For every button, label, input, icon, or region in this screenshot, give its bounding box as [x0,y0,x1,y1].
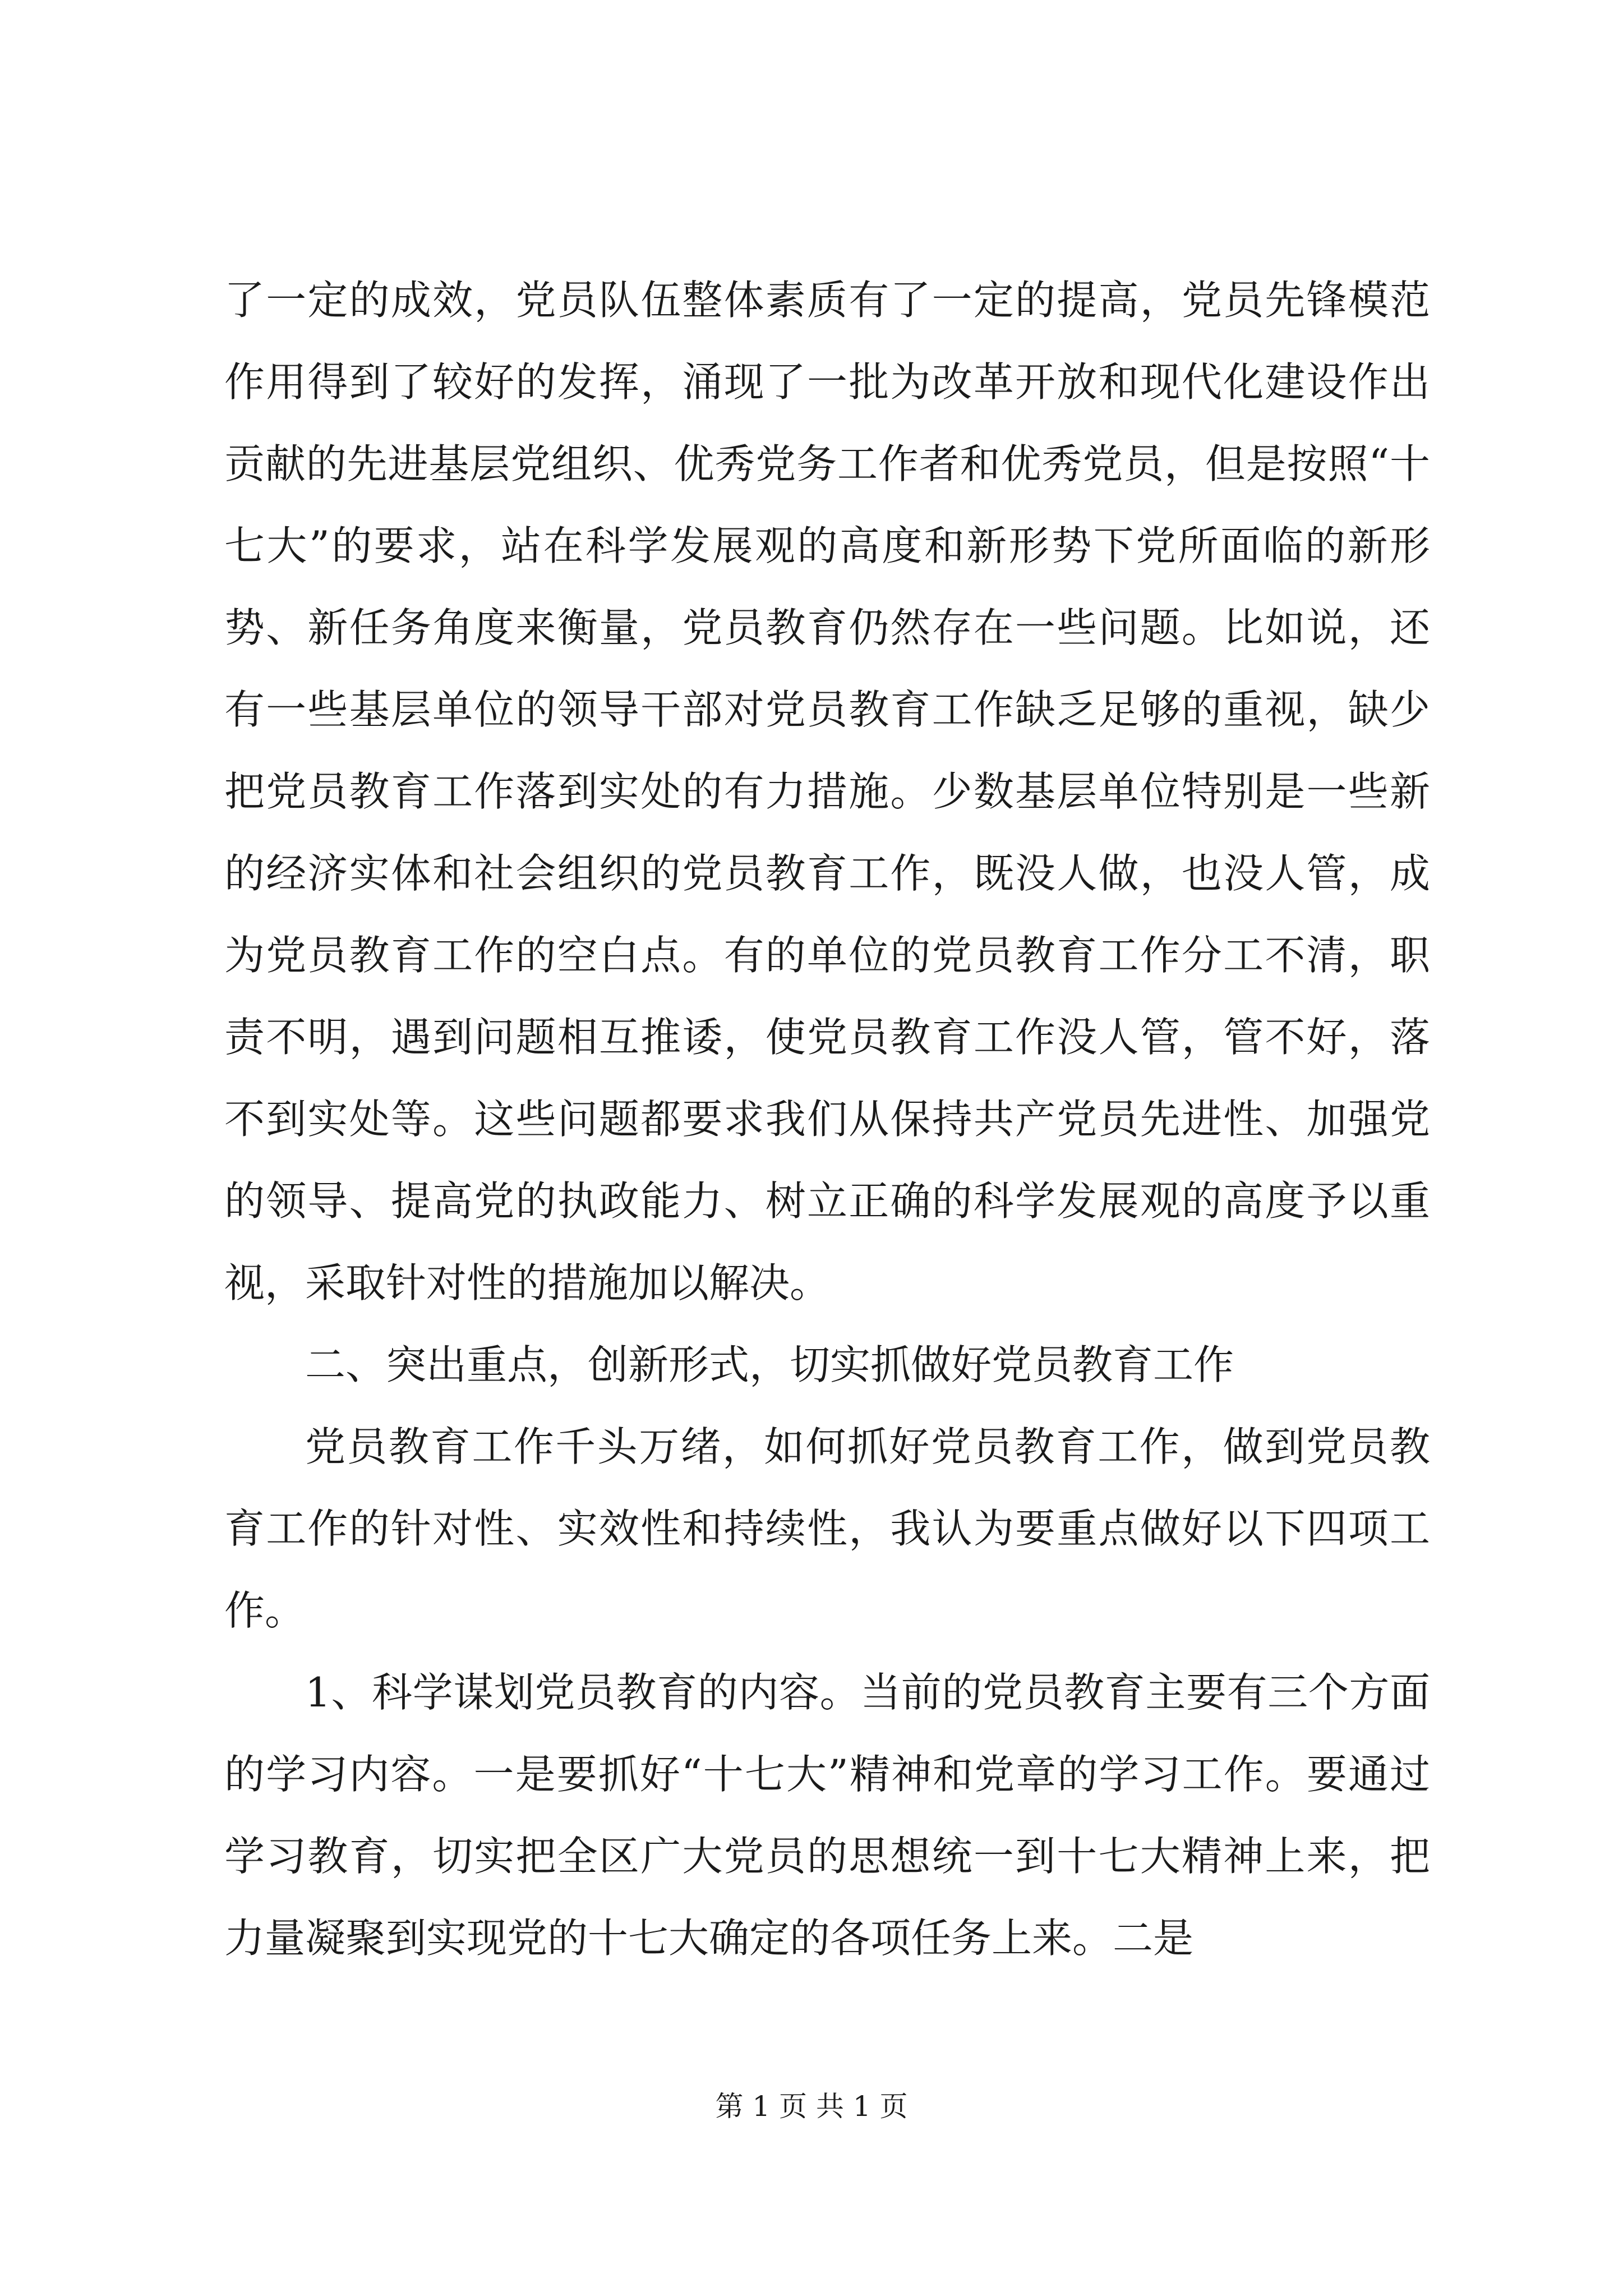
paragraph-1: 了一定的成效，党员队伍整体素质有了一定的提高，党员先锋模范作用得到了较好的发挥，涌现了一批为改革开放和现代化建设作出贡献的先进基层党组织、优秀党务工作者和优秀党员，但是按照“十七大”的要求，站在科学发展观的高度和新形势下党所面临的新形势、新任务角度来衡量，党员教育仍然存在一些问题。比如说，还有一些基层单位的领导干部对党员教育工作缺乏足够的重视，缺少把党员教育工作落到实处的有力措施。少数基层单位特别是一些新的经济实体和社会组织的党员教育工作，既没人做，也没人管，成为党员教育工作的空白点。有的单位的党员教育工作分工不清，职责不明，遇到问题相互推诿，使党员教育工作没人管，管不好，落不到实处等。这些问题都要求我们从保持共产党员先进性、加强党的领导、提高党的执政能力、树立正确的科学发展观的高度予以重视，采取针对性的措施加以解决。 [224,277,1430,1306]
section-heading: 二、突出重点，创新形式，切实抓做好党员教育工作 [305,1341,1234,1388]
paragraph-4: 1、科学谋划党员教育的内容。当前的党员教育主要有三个方面的学习内容。一是要抓好“十七大”精神和党章的学习工作。要通过学习教育，切实把全区广大党员的思想统一到十七大精神上来，把力量凝聚到实现党的十七大确定的各项任务上来。二是 [224,1669,1430,1962]
page-footer: 第 1 页 共 1 页 [715,2090,908,2123]
paragraph-3: 党员教育工作千头万绪，如何抓好党员教育工作，做到党员教育工作的针对性、实效性和持续性，我认为要重点做好以下四项工作。 [224,1423,1430,1634]
body-text [224,259,1430,1979]
